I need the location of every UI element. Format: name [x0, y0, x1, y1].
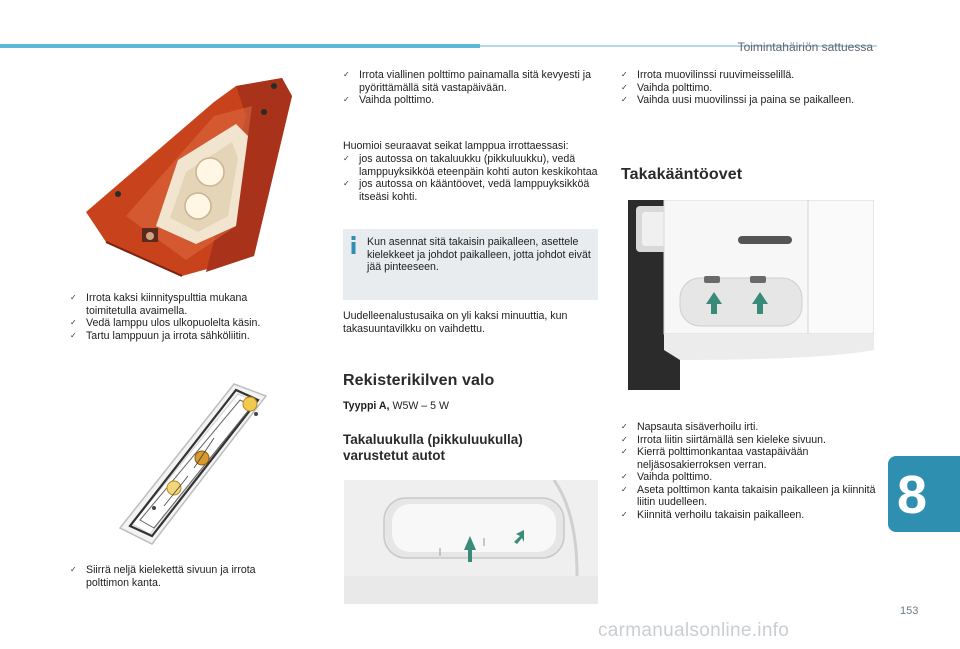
info-text: Kun asennat sitä takaisin paikalleen, asettele kielekkeet ja johdot paikalleen, jotta johdot eivät jää pinteeseen. — [367, 236, 591, 273]
tail-light-illustration — [86, 76, 292, 278]
list-item: ✓ Kierrä polttimonkantaa vastapäivään neljäsosakierroksen verran. — [621, 446, 879, 471]
list-item: ✓ Irrota viallinen polttimo painamalla sitä kevyesti ja pyörittämällä sitä vastapäivään. — [343, 69, 601, 94]
col3-steps-top — [621, 69, 879, 107]
notice-list — [343, 153, 601, 203]
list-item: ✓ Vaihda polttimo. — [621, 471, 879, 484]
list-item: ✓ jos autossa on kääntöovet, vedä lamppuyksikköä itseäsi kohti. — [343, 178, 601, 203]
col2-steps-top — [343, 69, 601, 107]
list-item: ✓ Irrota kaksi kiinnityspulttia mukana toimitetulla avaimella. — [70, 292, 290, 317]
list-item: ✓ Kiinnitä verhoilu takaisin paikalleen. — [621, 509, 879, 522]
col1-steps-b — [70, 564, 290, 589]
list-item: ✓ Aseta polttimon kanta takaisin paikalleen ja kiinnitä liitin uudelleen. — [621, 484, 879, 509]
section-title-plate-light: Rekisterikilven valo — [343, 372, 495, 389]
page-number: 153 — [900, 605, 919, 617]
page-header-title: Toimintahäiriön sattuessa — [737, 40, 873, 54]
swing-doors-illustration — [620, 200, 874, 390]
bulb-holder-illustration — [114, 378, 274, 548]
bulb-type-value: W5W – 5 W — [389, 400, 449, 412]
list-item: ✓ Irrota liitin siirtämällä sen kieleke sivuun. — [621, 434, 879, 447]
section-title-swing-doors: Takakääntöovet — [621, 166, 743, 183]
bulb-type-label: Tyyppi A, — [343, 400, 390, 412]
tailgate-plate-light-illustration — [344, 480, 598, 604]
list-item: ✓ Irrota muovilinssi ruuvimeisselillä. — [621, 69, 879, 82]
col1-steps-a — [70, 292, 290, 342]
notice-intro: Huomioi seuraavat seikat lamppua irrottaessasi: — [343, 140, 569, 152]
bulb-type — [343, 400, 449, 413]
list-item: ✓ Vaihda polttimo. — [621, 82, 879, 95]
list-item: ✓ Siirrä neljä kielekettä sivuun ja irrota polttimon kanta. — [70, 564, 290, 589]
list-item: ✓ Vedä lamppu ulos ulkopuolelta käsin. — [70, 317, 290, 330]
list-item: ✓ Napsauta sisäverhoilu irti. — [621, 421, 879, 434]
chapter-number: 8 — [896, 465, 928, 525]
reset-note: Uudelleenalustusaika on yli kaksi minuuttia, kun takasuuntavilkku on vaihdettu. — [343, 310, 568, 335]
list-item: ✓ Vaihda uusi muovilinssi ja paina se paikalleen. — [621, 94, 879, 107]
info-icon — [349, 236, 358, 254]
list-item: ✓ jos autossa on takaluukku (pikkuluukku), vedä lamppuyksikköä eteenpäin kohti auton keskikohtaa — [343, 153, 601, 178]
col3-steps-bottom — [621, 421, 879, 521]
list-item: ✓ Vaihda polttimo. — [343, 94, 601, 107]
watermark: carmanualsonline.info — [598, 620, 790, 641]
list-item: ✓ Tartu lamppuun ja irrota sähköliitin. — [70, 330, 290, 343]
header-accent-bar — [0, 44, 480, 48]
subsection-title-tailgate: Takaluukulla (pikkuluukulla) varustetut autot — [343, 432, 523, 463]
